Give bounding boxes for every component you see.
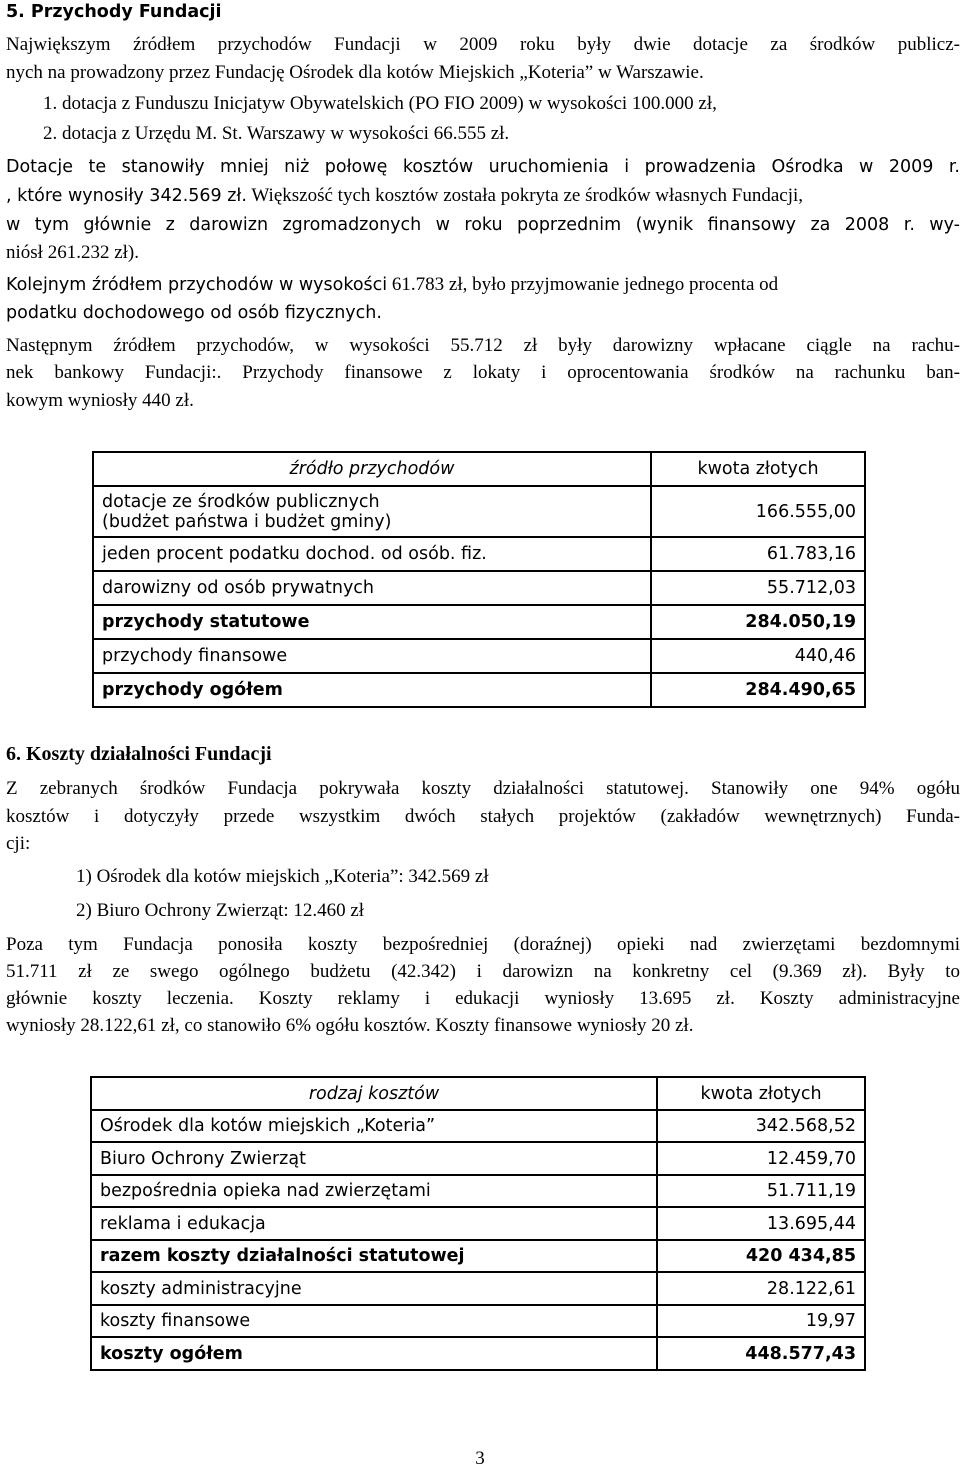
label-line-1: dotacje ze środków publicznych bbox=[102, 491, 380, 512]
section-5-paragraph-2-line-1: Dotacje te stanowiły mniej niż połowę kosztów uruchomienia i prowadzenia Ośrodka w 2009 r. bbox=[6, 157, 960, 177]
list-item-1: 1. dotacja z Funduszu Inicjatyw Obywatelskich (PO FIO 2009) w wysokości 100.000 zł, bbox=[43, 93, 717, 114]
project-item-1: 1) Ośrodek dla kotów miejskich „Koteria”: 342.569 zł bbox=[76, 866, 489, 887]
table-row bbox=[91, 1240, 865, 1272]
table-header-source: źródło przychodów bbox=[93, 452, 651, 486]
section-5-paragraph-2-line-2 bbox=[6, 185, 803, 208]
table-cell-amount: 28.122,61 bbox=[657, 1272, 865, 1305]
table-cell-amount: 440,46 bbox=[651, 639, 865, 673]
section-5-paragraph-3-line-2: podatku dochodowego od osób fizycznych. bbox=[6, 303, 382, 323]
table-cell-amount: 166.555,00 bbox=[651, 486, 865, 537]
table-row bbox=[91, 1305, 865, 1337]
table-row bbox=[93, 639, 865, 673]
section-6-heading-text: Koszty działalności Fundacji bbox=[21, 743, 272, 765]
table-cell-label: koszty ogółem bbox=[91, 1337, 657, 1370]
table-cell-label bbox=[93, 486, 651, 537]
table-row bbox=[93, 605, 865, 639]
table-cell-label: koszty administracyjne bbox=[91, 1272, 657, 1305]
paragraph-3-line-1-part-b: 61.783 zł, było przyjmowanie jednego procenta od bbox=[387, 274, 779, 295]
section-5-heading: 5. Przychody Fundacji bbox=[6, 2, 222, 22]
table-cell-amount: 51.711,19 bbox=[657, 1175, 865, 1207]
section-5-paragraph-4-line-1: Następnym źródłem przychodów, w wysokości 55.712 zł były darowizny wpłacane ciągle na rachu- bbox=[6, 335, 960, 356]
table-header-type: rodzaj kosztów bbox=[91, 1077, 657, 1110]
table-cell-label: koszty finansowe bbox=[91, 1305, 657, 1337]
section-6-paragraph-1-line-3: cji: bbox=[6, 833, 31, 854]
table-row bbox=[93, 537, 865, 571]
table-row bbox=[93, 452, 865, 486]
table-cell-amount: 12.459,70 bbox=[657, 1142, 865, 1175]
table-cell-label: razem koszty działalności statutowej bbox=[91, 1240, 657, 1272]
income-table bbox=[92, 451, 866, 708]
cost-table bbox=[90, 1076, 866, 1371]
section-5-paragraph-1-line-2: nych na prowadzony przez Fundację Ośrodek dla kotów Miejskich „Koteria” w Warszawie. bbox=[6, 62, 704, 83]
table-cell-amount: 61.783,16 bbox=[651, 537, 865, 571]
section-6-paragraph-2-line-1: Poza tym Fundacja ponosiła koszty bezpośredniej (doraźnej) opieki nad zwierzętami bezdomnymi bbox=[6, 934, 960, 955]
table-row bbox=[91, 1207, 865, 1240]
table-row bbox=[91, 1272, 865, 1305]
table-cell-label: reklama i edukacja bbox=[91, 1207, 657, 1240]
table-cell-amount: 342.568,52 bbox=[657, 1110, 865, 1142]
table-row bbox=[91, 1110, 865, 1142]
table-cell-label: przychody ogółem bbox=[93, 673, 651, 707]
section-5-paragraph-2-line-4: niósł 261.232 zł). bbox=[6, 242, 139, 263]
paragraph-2-line-2-part-b: Większość tych kosztów została pokryta ze środków własnych Fundacji, bbox=[246, 185, 804, 206]
paragraph-3-line-1-part-a: Kolejnym źródłem przychodów w wysokości bbox=[6, 275, 388, 295]
table-row bbox=[91, 1142, 865, 1175]
section-5-paragraph-3-line-1 bbox=[6, 274, 778, 297]
table-cell-amount: 284.490,65 bbox=[651, 673, 865, 707]
table-row bbox=[91, 1077, 865, 1110]
section-6-paragraph-2-line-4: wyniosły 28.122,61 zł, co stanowiło 6% ogółu kosztów. Koszty finansowe wyniosły 20 zł. bbox=[6, 1015, 694, 1036]
section-5-paragraph-2-line-3: w tym głównie z darowizn zgromadzonych w roku poprzednim (wynik finansowy za 2008 r. wy- bbox=[6, 215, 960, 235]
section-5-paragraph-1-line-1: Największym źródłem przychodów Fundacji w 2009 roku były dwie dotacje za środków publicz- bbox=[6, 34, 960, 55]
table-cell-label: Ośrodek dla kotów miejskich „Koteria” bbox=[91, 1110, 657, 1142]
table-cell-amount: 448.577,43 bbox=[657, 1337, 865, 1370]
project-item-2: 2) Biuro Ochrony Zwierząt: 12.460 zł bbox=[76, 900, 365, 921]
table-cell-amount: 19,97 bbox=[657, 1305, 865, 1337]
page-number: 3 bbox=[475, 1448, 485, 1469]
table-cell-label: przychody finansowe bbox=[93, 639, 651, 673]
table-row bbox=[93, 571, 865, 605]
table-cell-label: Biuro Ochrony Zwierząt bbox=[91, 1142, 657, 1175]
section-6-heading-number: 6. bbox=[6, 743, 21, 765]
table-cell-label: jeden procent podatku dochod. od osób. fiz. bbox=[93, 537, 651, 571]
table-header-amount: kwota złotych bbox=[657, 1077, 865, 1110]
table-header-amount: kwota złotych bbox=[651, 452, 865, 486]
table-row bbox=[91, 1175, 865, 1207]
table-cell-label: darowizny od osób prywatnych bbox=[93, 571, 651, 605]
section-6-paragraph-2-line-2: 51.711 zł ze swego ogólnego budżetu (42.342) i darowizn na konkretny cel (9.369 zł). Były to bbox=[6, 961, 960, 982]
table-cell-label: bezpośrednia opieka nad zwierzętami bbox=[91, 1175, 657, 1207]
section-6-paragraph-1-line-2: kosztów i dotyczyły przede wszystkim dwóch stałych projektów (zakładów wewnętrznych) Funda- bbox=[6, 806, 960, 827]
section-5-paragraph-4-line-2: nek bankowy Fundacji:. Przychody finansowe z lokaty i oprocentowania środków na rachunku ban- bbox=[6, 362, 960, 383]
table-row bbox=[91, 1337, 865, 1370]
table-cell-amount: 13.695,44 bbox=[657, 1207, 865, 1240]
label-line-2: (budżet państwa i budżet gminy) bbox=[102, 511, 392, 532]
section-5-paragraph-4-line-3: kowym wyniosły 440 zł. bbox=[6, 390, 194, 411]
table-cell-label: przychody statutowe bbox=[93, 605, 651, 639]
table-row bbox=[93, 486, 865, 537]
paragraph-2-line-2-part-a: , które wynosiły 342.569 zł. bbox=[6, 186, 247, 206]
table-cell-amount: 55.712,03 bbox=[651, 571, 865, 605]
table-row bbox=[93, 673, 865, 707]
section-6-paragraph-1-line-1: Z zebranych środków Fundacja pokrywała koszty działalności statutowej. Stanowiły one 94% ogółu bbox=[6, 778, 960, 799]
table-cell-amount: 420 434,85 bbox=[657, 1240, 865, 1272]
table-cell-amount: 284.050,19 bbox=[651, 605, 865, 639]
list-item-2: 2. dotacja z Urzędu M. St. Warszawy w wysokości 66.555 zł. bbox=[43, 123, 510, 144]
section-6-paragraph-2-line-3: głównie koszty leczenia. Koszty reklamy i edukacji wyniosły 13.695 zł. Koszty administracyjne bbox=[6, 988, 960, 1009]
section-6-heading bbox=[6, 743, 272, 765]
